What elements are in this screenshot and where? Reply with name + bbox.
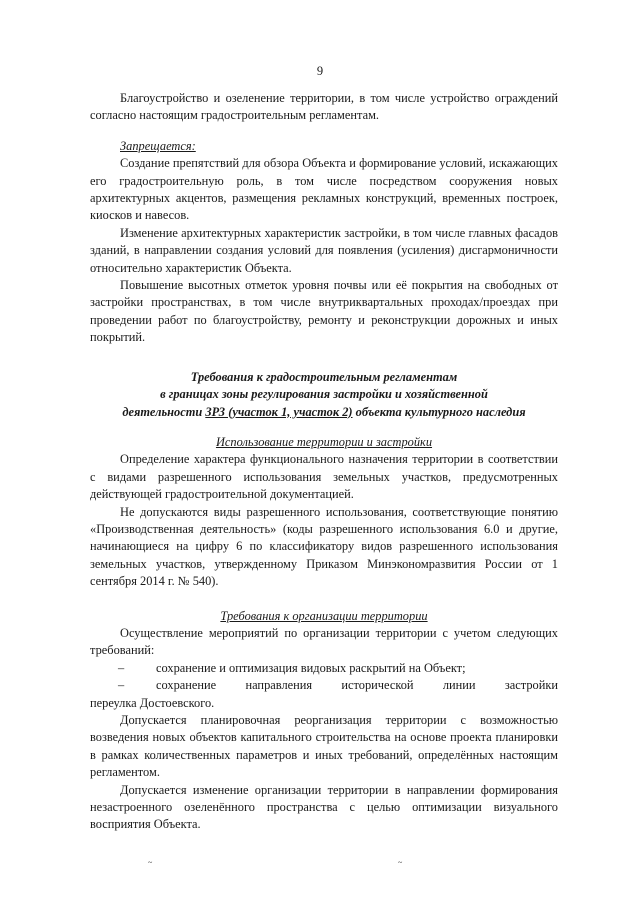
organization-paragraph-1: Осуществление мероприятий по организации территории с учетом следующих требований: [90,625,558,658]
intro-paragraph: Благоустройство и озеленение территории, в том числе устройство ограждений согласно настоящим градостроительным регламентам. [90,91,558,123]
forbidden-label [90,138,558,155]
list-item [90,677,558,694]
list-item-text: сохранение и оптимизация видовых раскрытий на Объект; [156,660,466,675]
requirements-heading-line-3-prefix: деятельности [122,404,206,419]
usage-paragraph-1: Определение характера функционального назначения территории в соответствии с видами разрешенного использования земельных участков, предусмотренных действующей градостроительной документацией. [90,452,558,502]
list-item [90,660,558,677]
usage-paragraph-2: Не допускаются виды разрешенного использования, соответствующие понятию «Производственная деятельность» (коды разрешенного использования 6.0 и другие, начинающиеся на цифру 6 по классификатору видов разрешенного использования земельных участков, утвержденному Приказом Минэкономразвития России от 1 сентября 2014 г. № 540). [90,504,558,589]
dash-bullet: – [118,678,125,693]
footer-mark-left: ~ [148,858,153,867]
document-body [90,90,558,834]
requirements-heading-line-3 [90,404,558,421]
list-item-text: сохранение направления исторической линии застройки [156,678,558,693]
forbidden-paragraph-2: Изменение архитектурных характеристик застройки, в том числе главных фасадов зданий, в направлении создания условий для появления (усиления) дисгармоничности относительно характеристик Объекта. [90,225,558,275]
list-item-continuation: переулка Достоевского. [90,695,215,710]
requirements-heading-line-2: в границах зоны регулирования застройки и хозяйственной [160,387,488,402]
dash-bullet: – [118,660,125,675]
organization-paragraph-3: Допускается изменение организации территории в направлении формирования незастроенного озеленённого пространства с целью оптимизации визуального восприятия Объекта. [90,782,558,832]
forbidden-paragraph-1: Создание препятствий для обзора Объекта и формирование условий, искажающих его градостроительную роль, в том числе посредством сооружения новых архитектурных акцентов, размещения рекламных конструкций, временных построек, киосков и навесов. [90,156,558,223]
organization-section-title: Требования к организации территории [220,608,428,623]
forbidden-label-text: Запрещается: [120,138,196,153]
forbidden-paragraph-3: Повышение высотных отметок уровня почвы или её покрытия на свободных от застройки пространствах, в том числе внутриквартальных проходах/проездах при проведении работ по благоустройству, ремонту и реконструкции дорожных и иных покрытий. [90,278,558,345]
footer-mark-right: ~ [398,858,403,867]
zone-name: ЗРЗ (участок 1, участок 2) [205,404,353,419]
requirements-heading-line-3-suffix: объекта культурного наследия [352,404,526,419]
usage-section-title: Использование территории и застройки [215,434,433,449]
requirements-heading-line-1: Требования к градостроительным регламентам [190,369,458,384]
organization-paragraph-2: Допускается планировочная реорганизация территории с возможностью возведения новых объектов капитального строительства на основе проекта планировки в рамках количественных параметров и иных требований, определённых настоящим регламентом. [90,713,558,780]
requirements-heading [90,369,558,421]
page-number: 9 [316,64,324,78]
